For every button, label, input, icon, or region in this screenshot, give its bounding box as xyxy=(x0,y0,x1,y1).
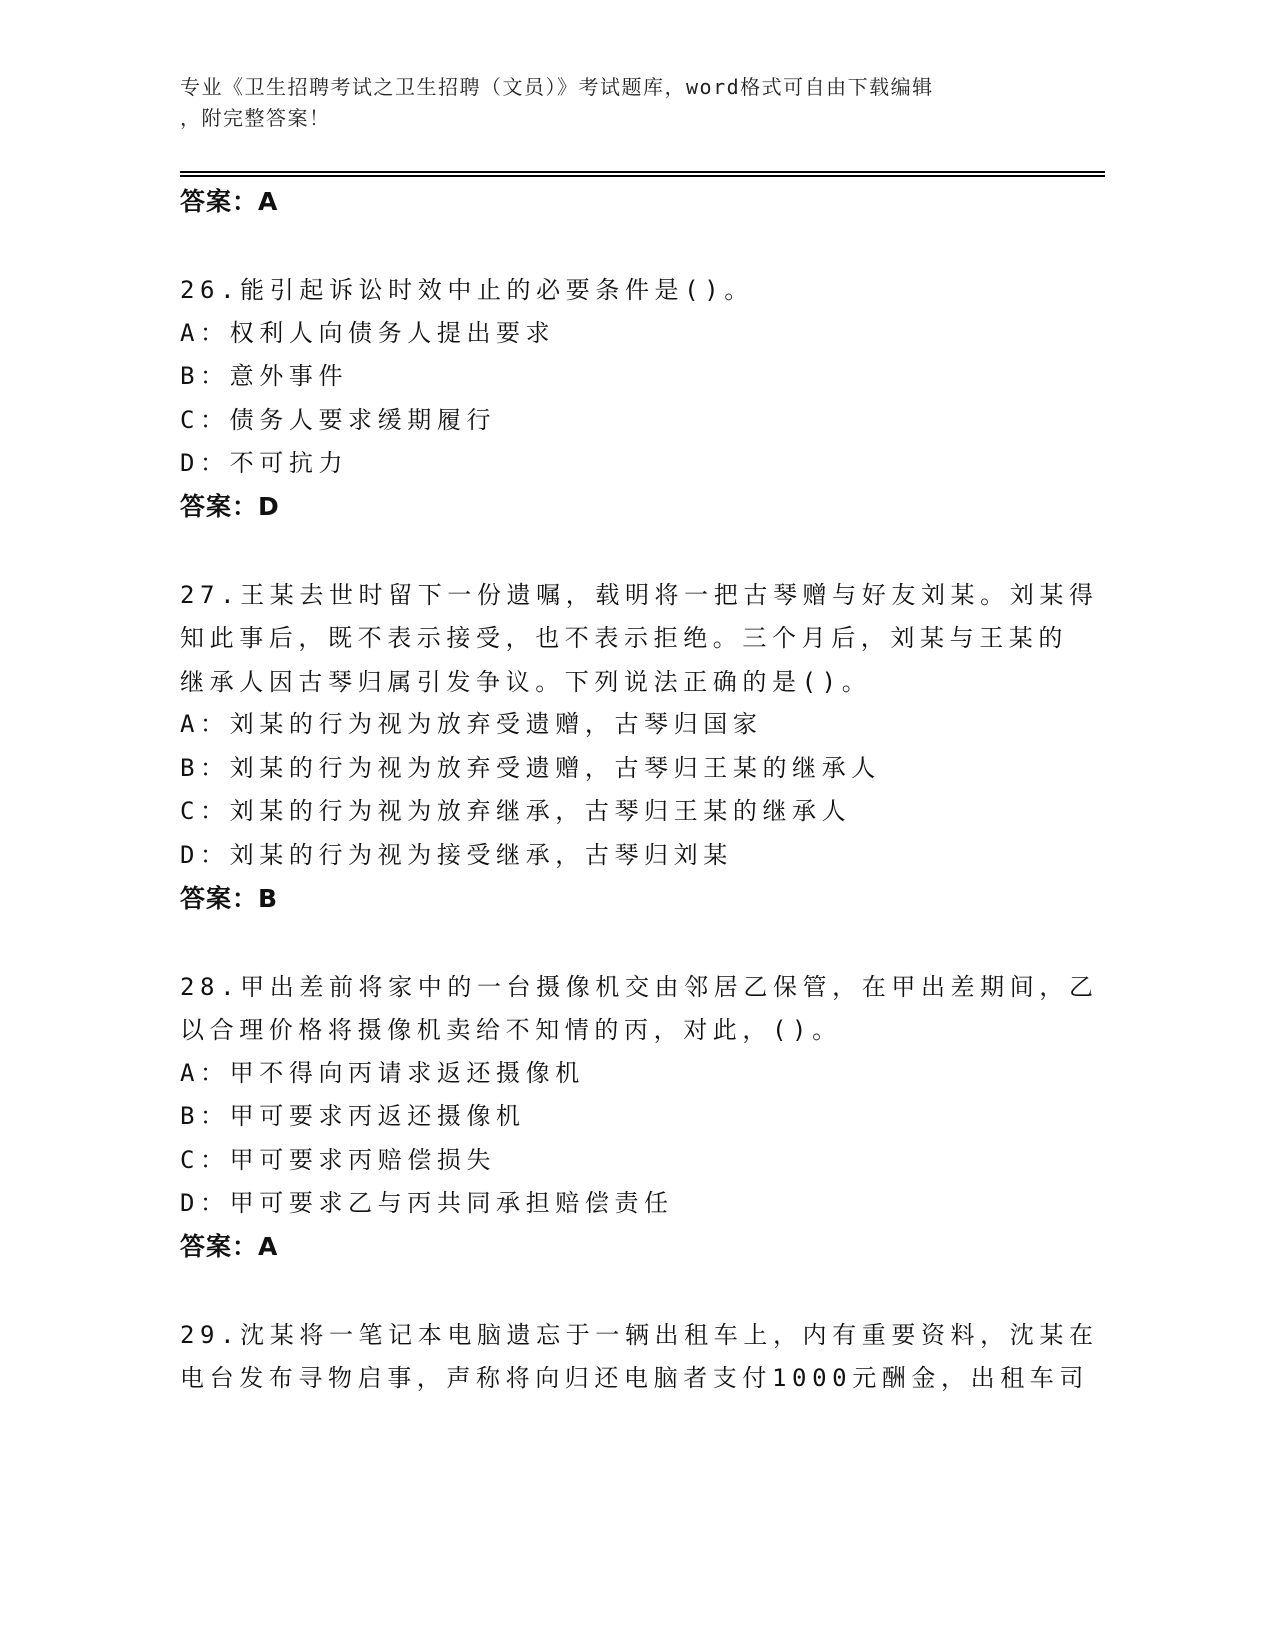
option-c: C：甲可要求丙赔偿损失 xyxy=(180,1146,497,1174)
question-text: 以合理价格将摄像机卖给不知情的丙，对此，()。 xyxy=(180,1016,842,1044)
question-text: 28.甲出差前将家中的一台摄像机交由邻居乙保管，在甲出差期间，乙 xyxy=(180,973,1099,1001)
answer-25: 答案：A xyxy=(180,187,279,216)
question-text: 继承人因古琴归属引发争议。下列说法正确的是()。 xyxy=(180,668,872,696)
option-a: A：甲不得向丙请求返还摄像机 xyxy=(180,1059,585,1087)
option-a: A：刘某的行为视为放弃受遗赠，古琴归国家 xyxy=(180,710,763,738)
answer: 答案：B xyxy=(180,884,279,913)
answer: 答案：A xyxy=(180,1232,279,1261)
option-b: B：甲可要求丙返还摄像机 xyxy=(180,1102,526,1130)
header-divider-bottom xyxy=(180,175,1105,177)
option-b: B：意外事件 xyxy=(180,362,349,390)
header-divider-top xyxy=(180,171,1105,173)
question-text: 26.能引起诉讼时效中止的必要条件是()。 xyxy=(180,276,754,304)
option-c: C：刘某的行为视为放弃继承，古琴归王某的继承人 xyxy=(180,797,852,825)
question-text: 27.王某去世时留下一份遗嘱，载明将一把古琴赠与好友刘某。刘某得 xyxy=(180,581,1099,609)
header-text-line-1: 专业《卫生招聘考试之卫生招聘（文员）》考试题库，word格式可自由下载编辑 xyxy=(180,75,934,99)
answer: 答案：D xyxy=(180,492,280,521)
option-c: C：债务人要求缓期履行 xyxy=(180,406,497,434)
option-a: A：权利人向债务人提出要求 xyxy=(180,319,556,347)
option-b: B：刘某的行为视为放弃受遗赠，古琴归王某的继承人 xyxy=(180,754,881,782)
question-text: 知此事后，既不表示接受，也不表示拒绝。三个月后，刘某与王某的 xyxy=(180,624,1068,652)
question-text: 29.沈某将一笔记本电脑遗忘于一辆出租车上，内有重要资料，沈某在 xyxy=(180,1321,1099,1349)
option-d: D：不可抗力 xyxy=(180,449,349,477)
header-text-line-2: ，附完整答案！ xyxy=(180,106,331,130)
option-d: D：刘某的行为视为接受继承，古琴归刘某 xyxy=(180,841,733,869)
option-d: D：甲可要求乙与丙共同承担赔偿责任 xyxy=(180,1189,674,1217)
question-text: 电台发布寻物启事，声称将向归还电脑者支付1000元酬金，出租车司 xyxy=(180,1364,1089,1392)
